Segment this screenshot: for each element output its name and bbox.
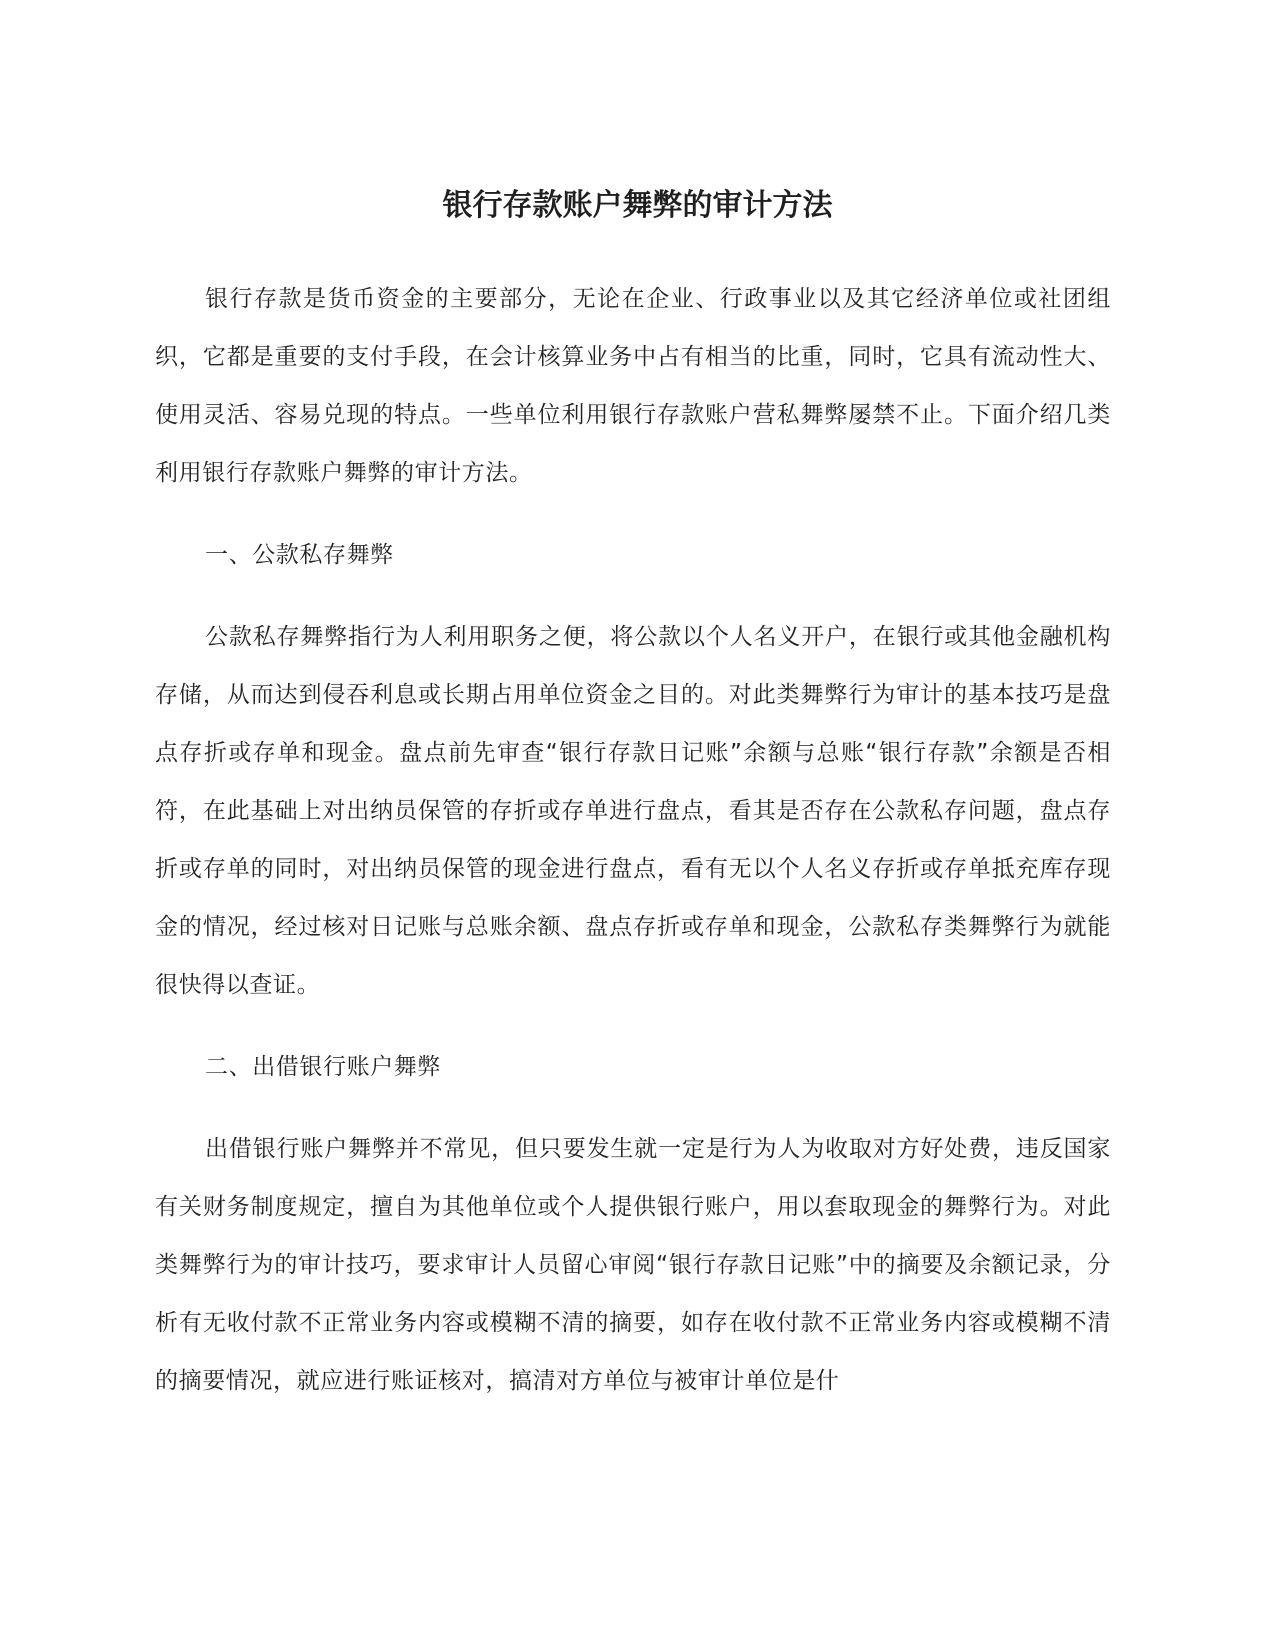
- section-heading-1: 一、公款私存舞弊: [205, 542, 394, 568]
- section-2-paragraph: 出借银行账户舞弊并不常见，但只要发生就一定是行为人为收取对方好处费，违反国家有关财务制度规定，擅自为其他单位或个人提供银行账户，用以套取现金的舞弊行为。对此类舞弊行为的审计技巧，要求审计人员留心审阅“银行存款日记账”中的摘要及余额记录，分析有无收付款不正常业务内容或模糊不清的摘要，如存在收付款不正常业务内容或模糊不清的摘要情况，就应进行账证核对，搞清对方单位与被审计单位是什: [155, 1136, 1111, 1394]
- section-1-paragraph: 公款私存舞弊指行为人利用职务之便，将公款以个人名义开户，在银行或其他金融机构存储，从而达到侵吞利息或长期占用单位资金之目的。对此类舞弊行为审计的基本技巧是盘点存折或存单和现金。盘点前先审查“银行存款日记账”余额与总账“银行存款”余额是否相符，在此基础上对出纳员保管的存折或存单进行盘点，看其是否存在公款私存问题，盘点存折或存单的同时，对出纳员保管的现金进行盘点，看有无以个人名义存折或存单抵充库存现金的情况，经过核对日记账与总账余额、盘点存折或存单和现金，公款私存类舞弊行为就能很快得以查证。: [155, 624, 1111, 998]
- section-heading-2: 二、出借银行账户舞弊: [205, 1054, 441, 1080]
- intro-paragraph: 银行存款是货币资金的主要部分，无论在企业、行政事业以及其它经济单位或社团组织，它都是重要的支付手段，在会计核算业务中占有相当的比重，同时，它具有流动性大、使用灵活、容易兑现的特点。一些单位利用银行存款账户营私舞弊屡禁不止。下面介绍几类利用银行存款账户舞弊的审计方法。: [155, 286, 1111, 486]
- document-body: [155, 270, 1111, 1434]
- document-title: 银行存款账户舞弊的审计方法: [442, 188, 833, 223]
